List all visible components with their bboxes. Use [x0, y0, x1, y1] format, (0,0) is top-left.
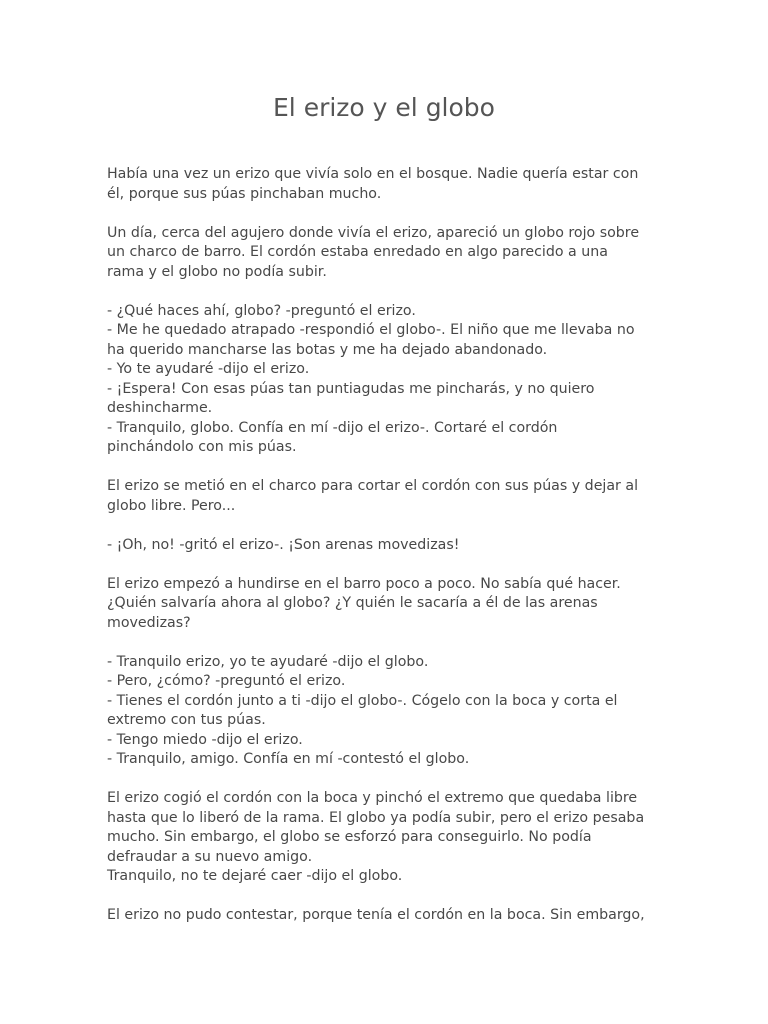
text-line: - Yo te ayudaré -dijo el erizo.	[107, 361, 310, 377]
text-line: un charco de barro. El cordón estaba enredado en algo parecido a una	[107, 244, 608, 260]
text-line: - Tranquilo, amigo. Confía en mí -contestó el globo.	[107, 751, 470, 767]
text-line: - ¡Espera! Con esas púas tan puntiagudas me pincharás, y no quiero	[107, 380, 595, 397]
text-line: - Pero, ¿cómo? -preguntó el erizo.	[107, 673, 346, 689]
text-line: - ¡Oh, no! -gritó el erizo-. ¡Son arenas movedizas!	[107, 536, 460, 553]
text-line: El erizo empezó a hundirse en el barro poco a poco. No sabía qué hacer.	[107, 575, 621, 592]
paragraph	[107, 575, 667, 634]
text-line: - ¿Qué haces ahí, globo? -preguntó el erizo.	[107, 302, 416, 319]
paragraph	[107, 653, 667, 770]
paragraph	[107, 477, 667, 516]
text-line: rama y el globo no podía subir.	[107, 263, 327, 280]
text-line: pinchándolo con mis púas.	[107, 439, 297, 455]
paragraph	[107, 302, 667, 458]
text-line: ha querido mancharse las botas y me ha dejado abandonado.	[107, 341, 548, 358]
paragraph	[107, 165, 667, 204]
text-line: él, porque sus púas pinchaban mucho.	[107, 185, 382, 202]
text-line: extremo con tus púas.	[107, 712, 266, 728]
paragraph	[107, 536, 667, 556]
document-body	[107, 165, 667, 945]
document-title: El erizo y el globo	[273, 93, 495, 122]
paragraph	[107, 789, 667, 887]
paragraph	[107, 906, 667, 926]
text-line: El erizo se metió en el charco para cortar el cordón con sus púas y dejar al	[107, 478, 639, 494]
text-line: Había una vez un erizo que vivía solo en el bosque. Nadie quería estar con	[107, 166, 639, 182]
text-line: movedizas?	[107, 614, 191, 631]
text-line: hasta que lo liberó de la rama. El globo ya podía subir, pero el erizo pesaba	[107, 809, 645, 826]
text-line: globo libre. Pero...	[107, 497, 236, 514]
text-line: mucho. Sin embargo, el globo se esforzó para conseguirlo. No podía	[107, 829, 592, 845]
paragraph	[107, 224, 667, 283]
text-line: Tranquilo, no te dejaré caer -dijo el globo.	[107, 868, 403, 884]
text-line: ¿Quién salvaría ahora al globo? ¿Y quién le sacaría a él de las arenas	[107, 595, 598, 611]
text-line: - Tranquilo, globo. Confía en mí -dijo el erizo-. Cortaré el cordón	[107, 419, 558, 436]
text-line: El erizo cogió el cordón con la boca y pinchó el extremo que quedaba libre	[107, 790, 638, 806]
text-line: deshincharme.	[107, 400, 213, 416]
text-line: defraudar a su nuevo amigo.	[107, 848, 313, 865]
text-line: - Tengo miedo -dijo el erizo.	[107, 731, 303, 748]
text-line: - Me he quedado atrapado -respondió el globo-. El niño que me llevaba no	[107, 322, 635, 338]
text-line: - Tranquilo erizo, yo te ayudaré -dijo el globo.	[107, 653, 429, 670]
text-line: - Tienes el cordón junto a ti -dijo el globo-. Cógelo con la boca y corta el	[107, 692, 618, 709]
text-line: Un día, cerca del agujero donde vivía el erizo, apareció un globo rojo sobre	[107, 224, 640, 241]
text-line: El erizo no pudo contestar, porque tenía el cordón en la boca. Sin embargo,	[107, 907, 645, 923]
